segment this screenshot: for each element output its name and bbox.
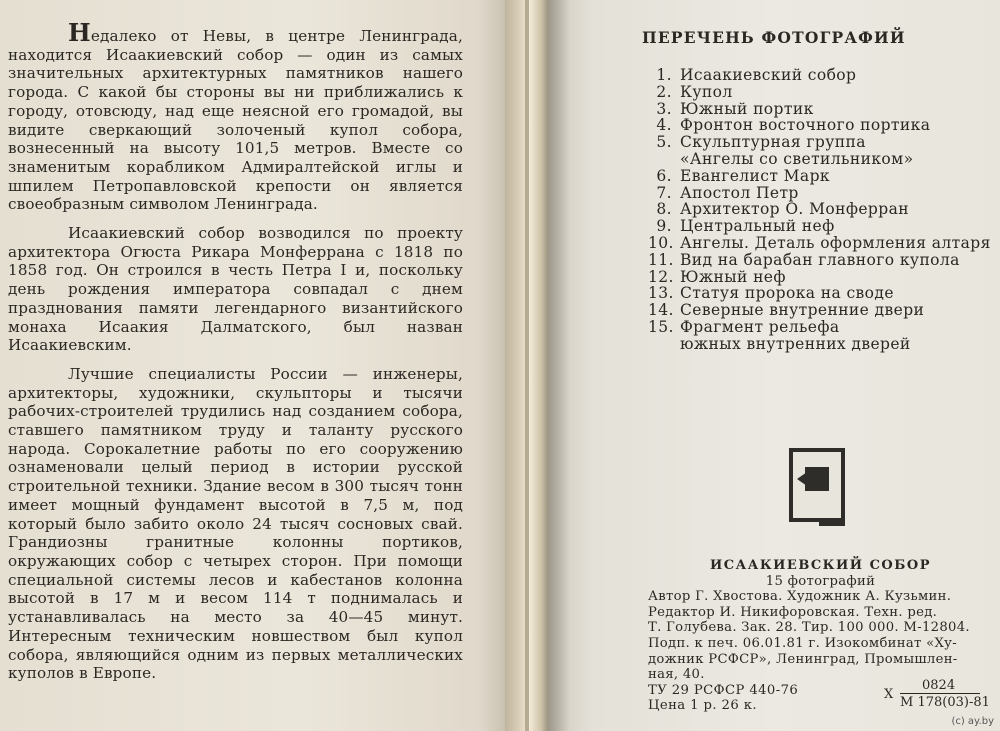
item-number: 11. [648,250,674,269]
item-text: Апостол Петр [680,183,799,202]
item-text: Фрагмент рельефа [680,317,840,336]
article-text [8,18,463,693]
list-item [648,185,991,202]
imprint-line: дожник РСФСР», Ленинград, Промышлен- [648,651,958,667]
list-item [648,252,991,269]
item-number: 1. [656,66,672,84]
list-item [648,134,991,151]
list-item [648,151,991,168]
list-item [648,101,991,118]
spine-edge [525,0,529,731]
code-top: 0824 [922,678,956,693]
list-item [648,319,991,336]
item-text: Северные внутренние двери [680,301,925,320]
paragraph-text: едалеко от Невы, в центре Ленинграда, находится Исаакиевский собор — один из самых значительных архитектурных памятников нашего города. С какой бы стороны вы ни приближались к городу, отовсюду, над еще неясной его громадой, вы видите сверкающий золоченый купол собора, вознесенный на высоту 101,5 метров. Вместе со знаменитым корабликом Адмиралтейской иглы и шпилем Петропавловской крепости он является своеобразным символом Ленинграда. [8,27,463,214]
item-text: Центральный неф [680,217,835,236]
imprint-line: Автор Г. Хвостова. Художник А. Кузьмин. [648,589,952,605]
item-number: 2. [656,82,672,101]
item-text: Вид на барабан главного купола [680,250,960,269]
photo-list-title: ПЕРЕЧЕНЬ ФОТОГРАФИЙ [642,28,906,47]
imprint-block [648,558,993,683]
item-number: 3. [656,99,672,118]
item-number: 8. [656,200,672,219]
item-text: Евангелист Марк [680,166,830,185]
list-item [648,269,991,286]
code-bottom: М 178(03)-81 [900,695,990,710]
drop-cap: Н [68,18,91,47]
list-item [648,168,991,185]
paragraph-text: Исаакиевский собор возводился по проекту архитектора Огюста Рикара Монферрана с 1818 по 1858 год. Он строился в честь Петра I и, поскольку день рождения императора совпадал с днем празднования памяти легендарного византийского монаха Исаакия Далматского, был назван Исаакиевским. [8,224,463,355]
item-number: 13. [648,284,674,303]
imprint-line: ная, 40. [648,667,705,683]
paragraph-1 [8,18,463,214]
list-item [648,218,991,235]
item-number: 10. [648,233,674,252]
item-text: Исаакиевский собор [680,66,857,84]
list-item [648,336,991,353]
item-text: Южный неф [680,267,786,286]
item-text: «Ангелы со светильником» [680,149,914,168]
item-number: 14. [648,301,674,320]
tech-spec: ТУ 29 РСФСР 440-76 [648,683,799,698]
item-text: Южный портик [680,99,814,118]
item-text: Фронтон восточного портика [680,116,931,135]
watermark: (c) ay.by [951,716,994,727]
item-number: 4. [656,116,672,135]
item-number [648,151,672,168]
imprint-line: Редактор И. Никифоровская. Техн. ред. [648,604,938,620]
gutter-shadow [548,0,570,731]
item-text: Купол [680,82,733,101]
logo-foot [819,518,845,526]
item-text: южных внутренних дверей [680,334,911,353]
logo-square [805,467,829,491]
price: Цена 1 р. 26 к. [648,698,757,713]
item-text: Статуя пророка на своде [680,284,894,303]
book-spine [505,0,550,731]
paragraph-text: Лучшие специалисты России — инженеры, архитекторы, художники, скульпторы и тысячи рабочих-строителей трудились над созданием собора, ставшего памятником труду и таланту русского народа. Сорокалетние работы по его сооружению ознаменовали целый период в истории русской строительной техники. Здание весом в 300 тысяч тонн имеет мощный фундамент высотой в 7,5 м, под который было забито около 24 тысяч сосновых свай. Грандиозны гранитные колонны портиков, окружающих собор с четырех сторон. При помощи специальной системы лесов и кабестанов колонна высотой в 17 м и весом 114 т поднималась и устанавливалась на место за 40—45 минут. Интересным техническим новшеством был купол собора, являющийся одним из первых металлических куполов в Европе. [8,364,463,683]
item-number: 7. [656,183,672,202]
item-text: Скульптурная группа [680,133,866,152]
list-item [648,117,991,134]
code-fraction-line [900,693,980,694]
paragraph-3 [8,365,463,683]
item-number: 12. [648,267,674,286]
photo-list [648,67,991,353]
list-item [648,302,991,319]
item-text: Ангелы. Деталь оформления алтаря [680,233,991,252]
list-item [648,201,991,218]
publisher-logo-icon [789,448,845,522]
imprint-line: Подп. к печ. 06.01.81 г. Изокомбинат «Ху- [648,635,957,651]
item-number: 9. [656,217,672,236]
code-x: Х [884,687,894,702]
imprint-line: Т. Голубева. Зак. 28. Тир. 100 000. М-12804. [648,620,970,636]
list-item [648,285,991,302]
list-item [648,67,991,84]
list-item [648,235,991,252]
imprint-title: ИСААКИЕВСКИЙ СОБОР [710,558,931,573]
imprint-subtitle: 15 фотографий [765,573,876,589]
item-number: 15. [648,317,674,336]
logo-arrow [797,472,807,486]
item-number: 6. [656,166,672,185]
paragraph-2 [8,224,463,355]
list-item [648,84,991,101]
item-text: Архитектор О. Монферран [680,200,909,219]
item-number: 5. [656,133,672,152]
item-number [648,336,672,353]
